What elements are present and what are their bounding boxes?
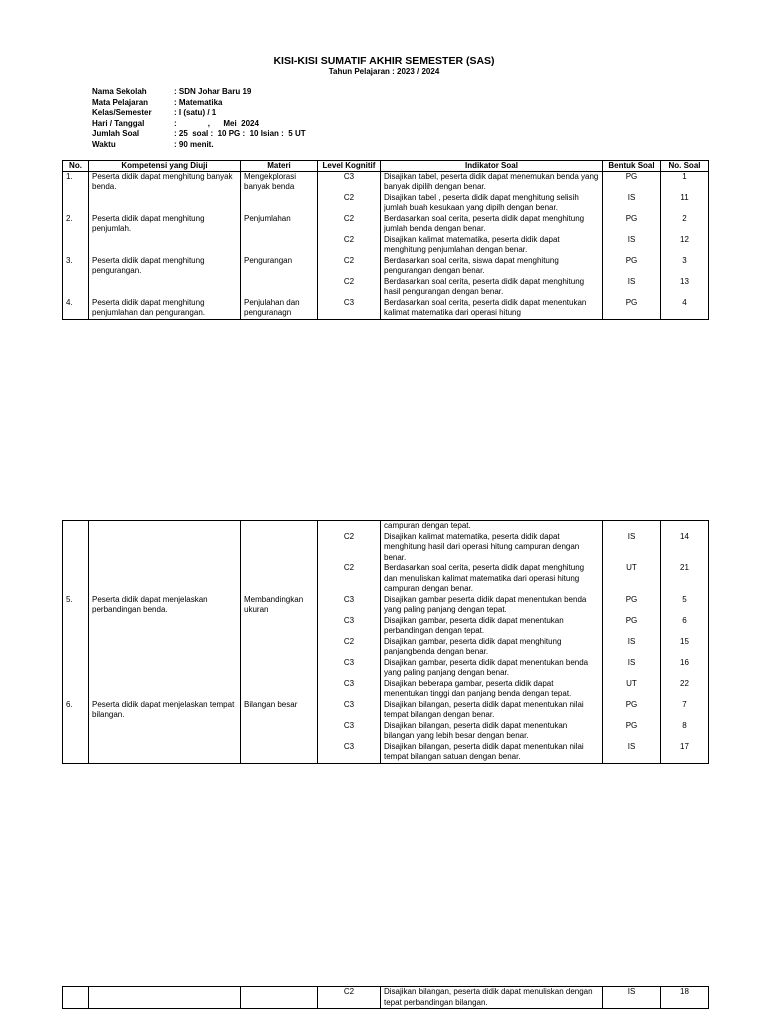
cell-kompetensi [89, 235, 241, 256]
grid-table-page-1 [62, 160, 709, 320]
cell-level [318, 521, 381, 532]
cell-kompetensi [89, 658, 241, 679]
cell-level: C2 [318, 987, 381, 1009]
cell-indikator: Disajikan gambar, peserta didik dapat menghitung panjangbenda dengan benar. [381, 637, 603, 658]
cell-level: C2 [318, 235, 381, 256]
cell-nosoal: 3 [661, 256, 709, 277]
cell-bentuk: UT [603, 679, 661, 700]
cell-materi [241, 235, 318, 256]
cell-bentuk: IS [603, 235, 661, 256]
cell-level: C2 [318, 193, 381, 214]
cell-materi: Penjulahan dan penguranagn [241, 298, 318, 320]
info-row-time: Waktu : 90 menit. [92, 139, 214, 149]
cell-indikator: Berdasarkan soal cerita, peserta didik dapat menentukan kalimat matematika dari operasi hitung [381, 298, 603, 320]
cell-materi [241, 563, 318, 595]
cell-nosoal: 18 [661, 987, 709, 1009]
cell-materi [241, 987, 318, 1009]
cell-bentuk: PG [603, 595, 661, 616]
table-row [63, 616, 709, 637]
cell-indikator: Disajikan tabel , peserta didik dapat menghitung selisih jumlah buah kesukaan yang dipilh dengan benar. [381, 193, 603, 214]
cell-nosoal: 16 [661, 658, 709, 679]
cell-level: C3 [318, 171, 381, 193]
cell-indikator: Disajikan bilangan, peserta didik dapat menentukan nilai tempat bilangan satuan dengan benar. [381, 742, 603, 764]
cell-bentuk: PG [603, 214, 661, 235]
cell-nosoal: 12 [661, 235, 709, 256]
cell-bentuk: IS [603, 658, 661, 679]
cell-bentuk: UT [603, 563, 661, 595]
col-header-indikator: Indikator Soal [381, 161, 603, 172]
cell-indikator: Disajikan bilangan, peserta didik dapat menentukan bilangan yang lebih besar dengan benar. [381, 721, 603, 742]
cell-kompetensi [89, 521, 241, 532]
cell-level: C3 [318, 679, 381, 700]
cell-level: C3 [318, 742, 381, 764]
cell-materi [241, 616, 318, 637]
cell-level: C2 [318, 637, 381, 658]
col-header-bentuk: Bentuk Soal [603, 161, 661, 172]
cell-materi: Penjumlahan [241, 214, 318, 235]
cell-indikator: Berdasarkan soal cerita, siswa dapat menghitung pengurangan dengan benar. [381, 256, 603, 277]
cell-indikator: Disajikan tabel, peserta didik dapat menemukan benda yang banyak dipilih dengan benar. [381, 171, 603, 193]
table-row [63, 214, 709, 235]
cell-level: C3 [318, 658, 381, 679]
cell-level: C3 [318, 616, 381, 637]
col-header-no: No. [63, 161, 89, 172]
cell-level: C2 [318, 532, 381, 564]
cell-materi: Mengekplorasi banyak benda [241, 171, 318, 193]
table-row [63, 256, 709, 277]
cell-kompetensi: Peserta didik dapat menjelaskan tempat bilangan. [89, 700, 241, 721]
cell-level: C3 [318, 298, 381, 320]
cell-no [63, 987, 89, 1009]
grid-table-page-2 [62, 520, 709, 764]
cell-no [63, 277, 89, 298]
cell-kompetensi [89, 532, 241, 564]
cell-nosoal: 15 [661, 637, 709, 658]
cell-bentuk: PG [603, 721, 661, 742]
cell-nosoal: 7 [661, 700, 709, 721]
cell-indikator: campuran dengan tepat. [381, 521, 603, 532]
table-row [63, 637, 709, 658]
document-subtitle: Tahun Pelajaran : 2023 / 2024 [328, 67, 440, 76]
cell-level: C3 [318, 595, 381, 616]
table-row [63, 193, 709, 214]
info-row-school: Nama Sekolah : SDN Johar Baru 19 [92, 87, 252, 96]
cell-kompetensi [89, 616, 241, 637]
cell-level: C3 [318, 700, 381, 721]
cell-no [63, 616, 89, 637]
cell-no [63, 521, 89, 532]
cell-materi [241, 658, 318, 679]
cell-no [63, 637, 89, 658]
cell-nosoal: 11 [661, 193, 709, 214]
cell-bentuk: PG [603, 298, 661, 320]
cell-no: 2. [63, 214, 89, 235]
document-title: KISI-KISI SUMATIF AKHIR SEMESTER (SAS) [273, 55, 495, 67]
cell-bentuk: IS [603, 987, 661, 1009]
cell-materi [241, 742, 318, 764]
cell-indikator: Disajikan bilangan, peserta didik dapat menentukan nilai tempat bilangan dengan benar. [381, 700, 603, 721]
col-header-materi: Materi [241, 161, 318, 172]
table-row [63, 658, 709, 679]
cell-kompetensi [89, 721, 241, 742]
cell-indikator: Disajikan gambar, peserta didik dapat menentukan benda yang paling panjang dengan benar. [381, 658, 603, 679]
cell-no: 3. [63, 256, 89, 277]
cell-level: C2 [318, 563, 381, 595]
cell-indikator: Disajikan bilangan, peserta didik dapat menuliskan dengan tepat perbandingan bilangan. [381, 987, 603, 1009]
col-header-nosoal: No. Soal [661, 161, 709, 172]
cell-indikator: Disajikan gambar, peserta didik dapat menentukan perbandingan dengan tepat. [381, 616, 603, 637]
cell-materi [241, 521, 318, 532]
cell-no [63, 658, 89, 679]
table-row [63, 277, 709, 298]
cell-materi: Membandingkan ukuran [241, 595, 318, 616]
cell-nosoal: 22 [661, 679, 709, 700]
cell-indikator: Disajikan kalimat matematika, peserta didik dapat menghitung hasil dari operasi hitung campuran dengan benar. [381, 532, 603, 564]
cell-no [63, 721, 89, 742]
cell-no [63, 532, 89, 564]
cell-bentuk: IS [603, 277, 661, 298]
table-row [63, 171, 709, 193]
cell-level: C2 [318, 214, 381, 235]
cell-nosoal: 1 [661, 171, 709, 193]
cell-no: 1. [63, 171, 89, 193]
cell-level: C2 [318, 277, 381, 298]
cell-kompetensi [89, 987, 241, 1009]
info-row-subject: Mata Pelajaran : Matematika [92, 97, 223, 107]
table-row [63, 987, 709, 1009]
cell-nosoal: 17 [661, 742, 709, 764]
cell-nosoal: 8 [661, 721, 709, 742]
cell-indikator: Berdasarkan soal cerita, peserta didik dapat menghitung jumlah benda dengan benar. [381, 214, 603, 235]
table-row [63, 679, 709, 700]
cell-nosoal: 14 [661, 532, 709, 564]
table-row [63, 532, 709, 564]
cell-indikator: Berdasarkan soal cerita, peserta didik dapat menghitung dan menuliskan kalimat matematika dari operasi hitung campuran dengan benar. [381, 563, 603, 595]
info-row-date: Hari / Tanggal : , Mei 2024 [92, 118, 259, 128]
cell-level: C3 [318, 721, 381, 742]
info-row-count: Jumlah Soal : 25 soal : 10 PG : 10 Isian : 5 UT [92, 129, 306, 138]
cell-kompetensi: Peserta didik dapat menghitung penjumlahan dan pengurangan. [89, 298, 241, 320]
cell-bentuk: IS [603, 532, 661, 564]
table-header-row [63, 161, 709, 172]
cell-materi [241, 277, 318, 298]
cell-no: 4. [63, 298, 89, 320]
cell-nosoal: 13 [661, 277, 709, 298]
cell-indikator: Disajikan kalimat matematika, peserta didik dapat menghitung penjumlahan dengan benar. [381, 235, 603, 256]
cell-indikator: Disajikan gambar peserta didik dapat menentukan benda yang paling panjang dengan tepat. [381, 595, 603, 616]
cell-bentuk: IS [603, 193, 661, 214]
cell-materi [241, 679, 318, 700]
cell-materi [241, 721, 318, 742]
cell-indikator: Disajikan beberapa gambar, peserta didik dapat menentukan tinggi dan panjang benda dengan tepat. [381, 679, 603, 700]
col-header-kompetensi: Kompetensi yang Diuji [89, 161, 241, 172]
table-row [63, 298, 709, 320]
cell-no [63, 235, 89, 256]
cell-nosoal: 6 [661, 616, 709, 637]
cell-kompetensi [89, 742, 241, 764]
table-row [63, 595, 709, 616]
info-row-class: Kelas/Semester : I (satu) / 1 [92, 108, 217, 117]
cell-materi [241, 193, 318, 214]
cell-nosoal: 4 [661, 298, 709, 320]
cell-nosoal: 2 [661, 214, 709, 235]
table-row [63, 700, 709, 721]
cell-kompetensi: Peserta didik dapat menghitung pengurangan. [89, 256, 241, 277]
cell-bentuk: PG [603, 700, 661, 721]
cell-kompetensi [89, 193, 241, 214]
cell-kompetensi: Peserta didik dapat menjelaskan perbandingan benda. [89, 595, 241, 616]
table-row [63, 563, 709, 595]
cell-no: 5. [63, 595, 89, 616]
cell-materi [241, 637, 318, 658]
school-info [92, 87, 306, 150]
cell-bentuk [603, 521, 661, 532]
grid-table-page-3 [62, 986, 709, 1009]
cell-kompetensi: Peserta didik dapat menghitung penjumlah. [89, 214, 241, 235]
cell-bentuk: IS [603, 742, 661, 764]
cell-bentuk: PG [603, 171, 661, 193]
cell-no [63, 563, 89, 595]
table-row [63, 742, 709, 764]
table-row [63, 235, 709, 256]
cell-indikator: Berdasarkan soal cerita, peserta didik dapat menghitung hasil pengurangan dengan benar. [381, 277, 603, 298]
cell-no [63, 679, 89, 700]
cell-kompetensi [89, 637, 241, 658]
cell-bentuk: PG [603, 256, 661, 277]
cell-nosoal: 21 [661, 563, 709, 595]
cell-materi: Bilangan besar [241, 700, 318, 721]
col-header-level: Level Kognitif [318, 161, 381, 172]
cell-no [63, 193, 89, 214]
cell-materi: Pengurangan [241, 256, 318, 277]
cell-kompetensi [89, 679, 241, 700]
table-row [63, 721, 709, 742]
cell-no: 6. [63, 700, 89, 721]
cell-kompetensi: Peserta didik dapat menghitung banyak benda. [89, 171, 241, 193]
cell-kompetensi [89, 563, 241, 595]
table-row [63, 521, 709, 532]
cell-no [63, 742, 89, 764]
cell-bentuk: IS [603, 637, 661, 658]
cell-kompetensi [89, 277, 241, 298]
cell-bentuk: PG [603, 616, 661, 637]
cell-materi [241, 532, 318, 564]
cell-nosoal: 5 [661, 595, 709, 616]
cell-nosoal [661, 521, 709, 532]
cell-level: C2 [318, 256, 381, 277]
